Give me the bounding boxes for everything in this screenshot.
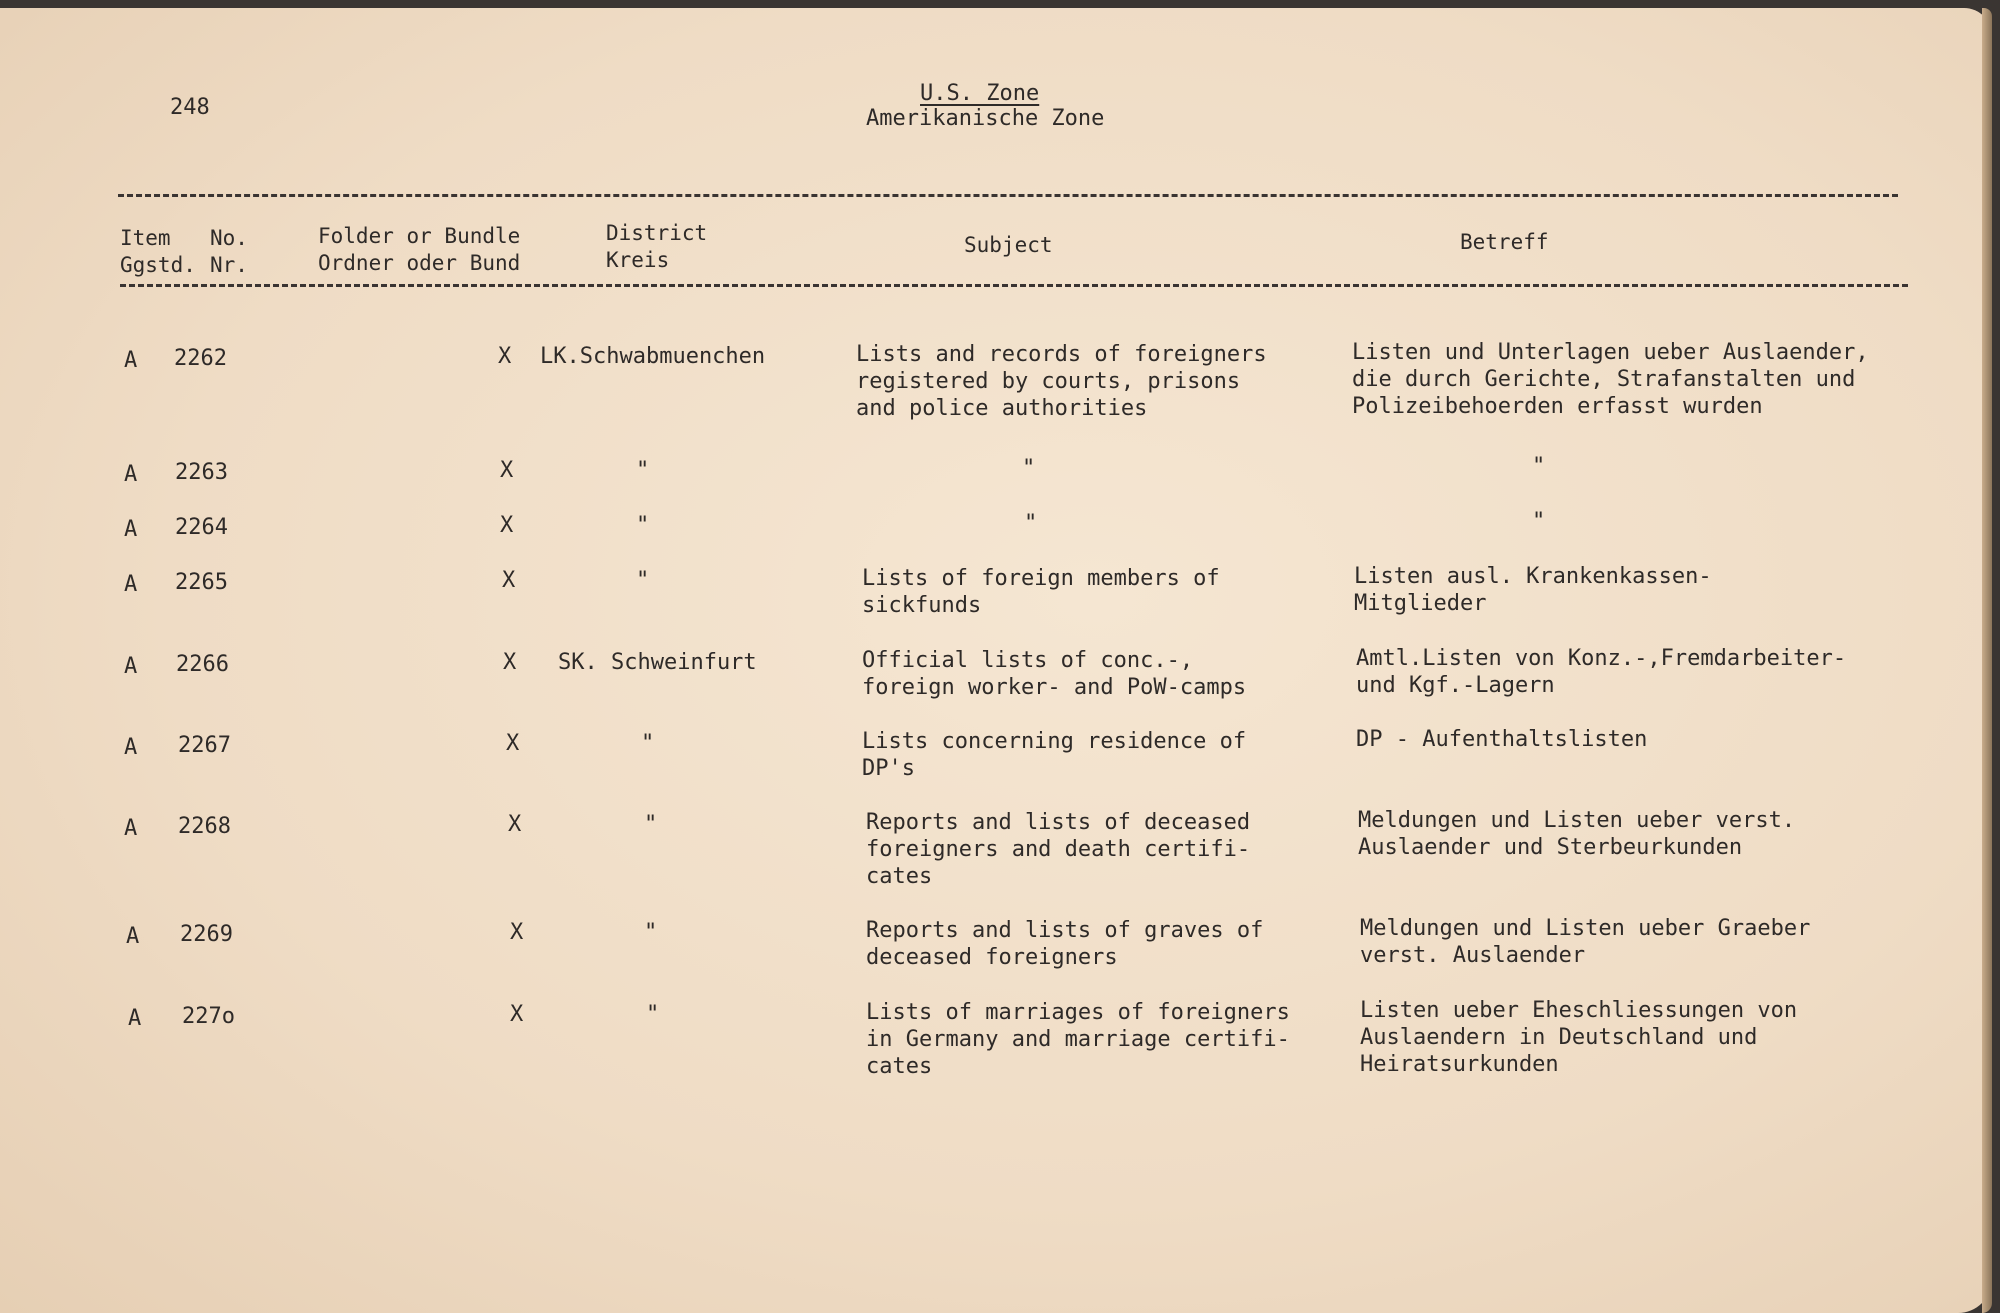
row-subject-line: Lists of marriages of foreigners [866,1000,1290,1025]
row-betreff-line: und Kgf.-Lagern [1356,673,1555,698]
row-item: A [128,1006,142,1031]
row-subject-line: Reports and lists of deceased [866,810,1251,835]
row-folder-mark: X [508,812,522,837]
row-district: " [636,513,650,538]
row-number: 2264 [175,515,228,540]
row-folder-mark: X [500,513,514,538]
row-subject-line: foreigners and death certifi- [866,837,1251,862]
row-betreff-line: DP - Aufenthaltslisten [1356,727,1648,752]
row-betreff-line: Listen und Unterlagen ueber Auslaender, [1352,340,1869,365]
row-item: A [124,735,138,760]
row-subject-line: Reports and lists of graves of [866,918,1264,943]
col-no-de: Nr. [210,253,248,277]
col-item-en: Item [120,226,171,250]
row-subject-line: cates [866,864,933,889]
row-item: A [124,654,138,679]
row-item: A [124,816,138,841]
row-subject-line: Lists and records of foreigners [856,342,1267,367]
row-subject-line: Lists of foreign members of [862,566,1220,591]
row-district: " [636,458,650,483]
col-betreff: Betreff [1460,230,1549,254]
col-folder-en: Folder or Bundle [318,224,521,248]
row-number: 2268 [178,814,231,839]
row-number: 2262 [174,346,227,371]
row-betreff-line: " [1532,454,1546,479]
col-no-en: No. [210,226,248,250]
row-district: " [636,568,650,593]
row-district: SK. Schweinfurt [558,650,757,675]
row-item: A [124,517,138,542]
row-subject-line: Lists concerning residence of [862,729,1247,754]
row-betreff-line: Polizeibehoerden erfasst wurden [1352,394,1763,419]
row-number: 2263 [175,460,228,485]
row-betreff-line: verst. Auslaender [1360,943,1586,968]
row-betreff-line: Listen ausl. Krankenkassen- [1354,564,1712,589]
row-subject-line: sickfunds [862,593,982,618]
row-number: 2265 [175,570,228,595]
row-subject-line: in Germany and marriage certifi- [866,1027,1290,1052]
row-folder-mark: X [500,458,514,483]
row-betreff-line: " [1532,509,1546,534]
row-district: " [646,1002,660,1027]
row-folder-mark: X [503,650,517,675]
row-subject-line: DP's [862,756,915,781]
header-bottom-rule [120,284,1908,287]
zone-title-en: U.S. Zone [920,81,1040,106]
row-item: A [124,348,138,373]
row-folder-mark: X [510,1002,524,1027]
row-subject-line: registered by courts, prisons [856,369,1241,394]
col-item-de: Ggstd. [120,253,196,277]
row-subject-line: foreign worker- and PoW-camps [862,675,1247,700]
row-district: " [641,731,655,756]
row-betreff-line: die durch Gerichte, Strafanstalten und [1352,367,1856,392]
document-page [0,8,1992,1313]
page-number: 248 [170,95,210,120]
row-subject-line: Official lists of conc.-, [862,648,1194,673]
row-betreff-line: Meldungen und Listen ueber Graeber [1360,916,1811,941]
col-folder-de: Ordner oder Bund [318,251,521,275]
row-betreff-line: Meldungen und Listen ueber verst. [1358,808,1796,833]
row-number: 227o [182,1004,235,1029]
row-betreff-line: Amtl.Listen von Konz.-,Fremdarbeiter- [1356,646,1847,671]
row-betreff-line: Auslaendern in Deutschland und [1360,1025,1758,1050]
row-betreff-line: Auslaender und Sterbeurkunden [1358,835,1743,860]
row-betreff-line: Heiratsurkunden [1360,1052,1559,1077]
row-folder-mark: X [506,731,520,756]
col-district-de: Kreis [606,248,670,272]
row-district: " [644,920,658,945]
row-subject-line: " [1022,456,1036,481]
header-top-rule [118,194,1898,197]
row-district: " [644,812,658,837]
zone-title-de: Amerikanische Zone [866,106,1105,131]
row-district: LK.Schwabmuenchen [540,344,766,369]
page-edge [1982,8,1992,1313]
row-subject-line: and police authorities [856,396,1148,421]
row-item: A [124,462,138,487]
row-subject-line: " [1024,511,1038,536]
row-subject-line: deceased foreigners [866,945,1118,970]
row-betreff-line: Mitglieder [1354,591,1487,616]
col-subject: Subject [964,233,1053,257]
row-betreff-line: Listen ueber Eheschliessungen von [1360,998,1798,1023]
row-number: 2269 [180,922,233,947]
row-item: A [126,924,140,949]
row-folder-mark: X [498,344,512,369]
row-number: 2266 [176,652,229,677]
col-district-en: District [606,221,708,245]
row-number: 2267 [178,733,231,758]
row-item: A [124,572,138,597]
row-folder-mark: X [510,920,524,945]
row-subject-line: cates [866,1054,933,1079]
row-folder-mark: X [502,568,516,593]
